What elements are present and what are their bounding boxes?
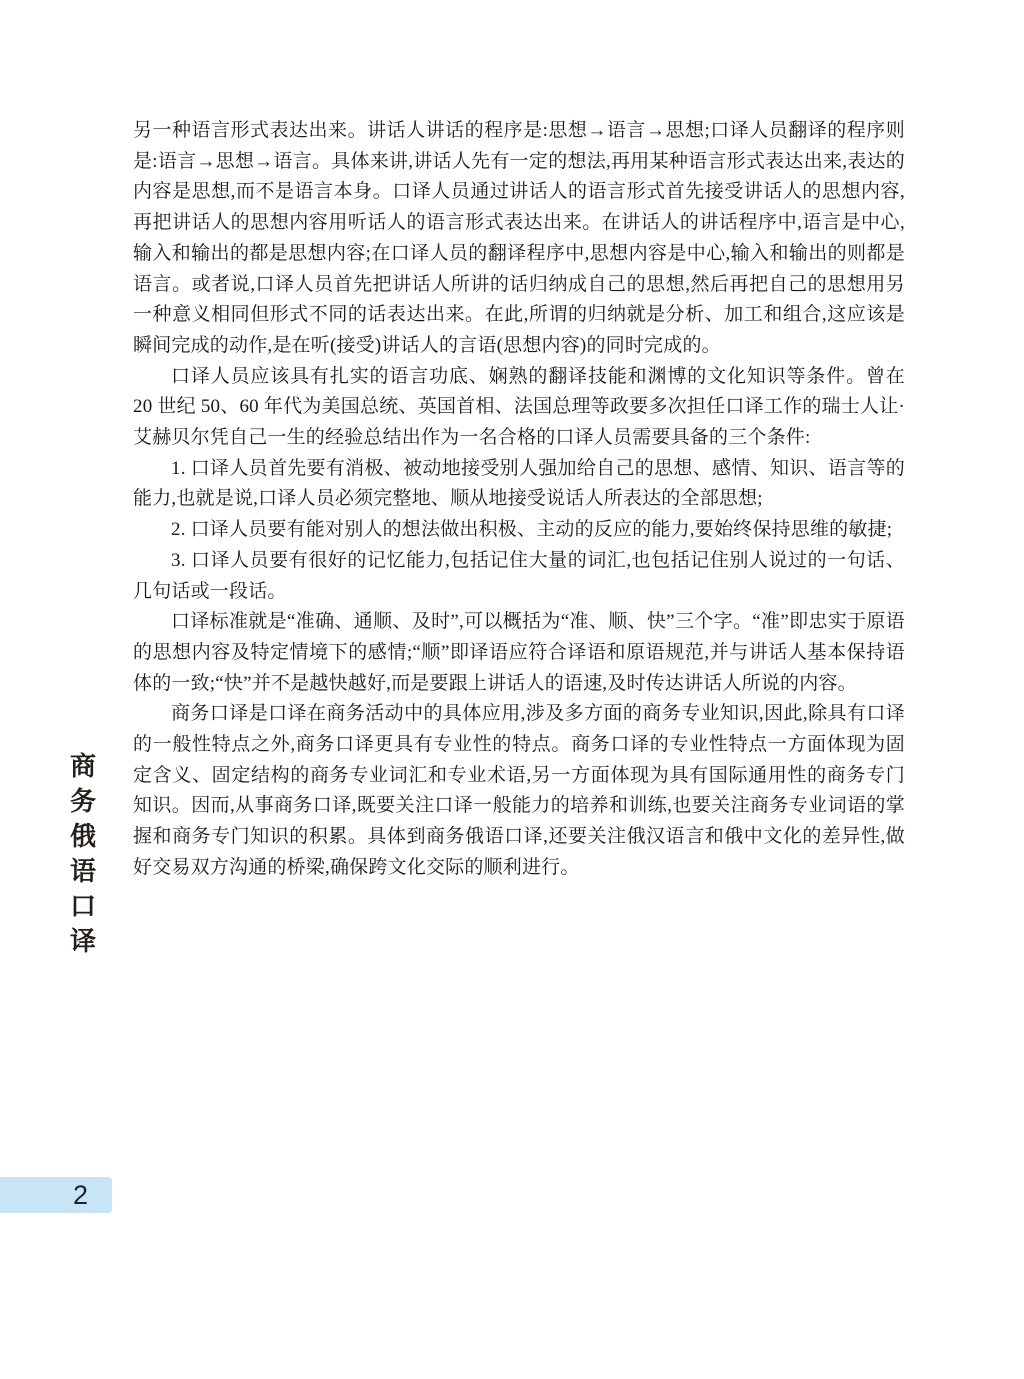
book-title-char: 语 — [69, 856, 96, 886]
paragraph-2: 口译人员应该具有扎实的语言功底、娴熟的翻译技能和渊博的文化知识等条件。曾在 20 世纪 50、60 年代为美国总统、英国首相、法国总理等政要多次担任口译工作的瑞士人让·艾赫贝尔凭自己一生的经验总结出作为一名合格的口译人员需要具备的三个条件: — [133, 365, 905, 449]
paragraph-1: 另一种语言形式表达出来。讲话人讲话的程序是:思想→语言→思想;口译人员翻译的程序则是:语言→思想→语言。具体来讲,讲话人先有一定的想法,再用某种语言形式表达出来,表达的内容是思想,而不是语言本身。口译人员通过讲话人的语言形式首先接受讲话人的思想内容,再把讲话人的思想内容用听话人的语言形式表达出来。在讲话人的讲话程序中,语言是中心,输入和输出的都是思想内容;在口译人员的翻译程序中,思想内容是中心,输入和输出的则都是语言。或者说,口译人员首先把讲话人所讲的话归纳成自己的思想,然后再把自己的思想用另一种意义相同但形式不同的话表达出来。在此,所谓的归纳就是分析、加工和组合,这应该是瞬间完成的动作,是在听(接受)讲话人的言语(思想内容)的同时完成的。 — [133, 120, 905, 356]
book-title-char: 商 — [69, 751, 96, 781]
book-title-char: 务 — [69, 786, 96, 816]
list-item-1: 1. 口译人员首先要有消极、被动地接受别人强加给自己的思想、感情、知识、语言等的能力,也就是说,口译人员必须完整地、顺从地接受说话人所表达的全部思想; — [133, 457, 905, 510]
page-number-badge — [0, 1177, 112, 1213]
paragraph-3: 口译标准就是“准确、通顺、及时”,可以概括为“准、顺、快”三个字。“准”即忠实于原语的思想内容及特定情境下的感情;“顺”即译语应符合译语和原语规范,并与讲话人基本保持语体的一致;“快”并不是越快越好,而是要跟上讲话人的语速,及时传达讲话人所说的内容。 — [133, 611, 905, 694]
paragraph-4: 商务口译是口译在商务活动中的具体应用,涉及多方面的商务专业知识,因此,除具有口译的一般性特点之外,商务口译更具有专业性的特点。商务口译的专业性特点一方面体现为固定含义、固定结构的商务专业词汇和专业术语,另一方面体现为具有国际通用性的商务专门知识。因而,从事商务口译,既要关注口译一般能力的培养和训练,也要关注商务专业词语的掌握和商务专门知识的积累。具体到商务俄语口译,还要关注俄汉语言和俄中文化的差异性,做好交易双方沟通的桥梁,确保跨文化交际的顺利进行。 — [133, 703, 905, 878]
list-item-3: 3. 口译人员要有很好的记忆能力,包括记住大量的词汇,也包括记住别人说过的一句话、几句话或一段话。 — [133, 549, 905, 602]
body-text-block — [133, 116, 905, 884]
list-item-2: 2. 口译人员要有能对别人的想法做出积极、主动的反应的能力,要始终保持思维的敏捷; — [171, 519, 893, 541]
book-title-vertical — [64, 753, 102, 954]
book-title-char: 口 — [69, 891, 96, 921]
page-number: 2 — [72, 1179, 88, 1210]
book-title-char: 译 — [69, 926, 96, 956]
book-title-char: 俄 — [69, 821, 96, 851]
